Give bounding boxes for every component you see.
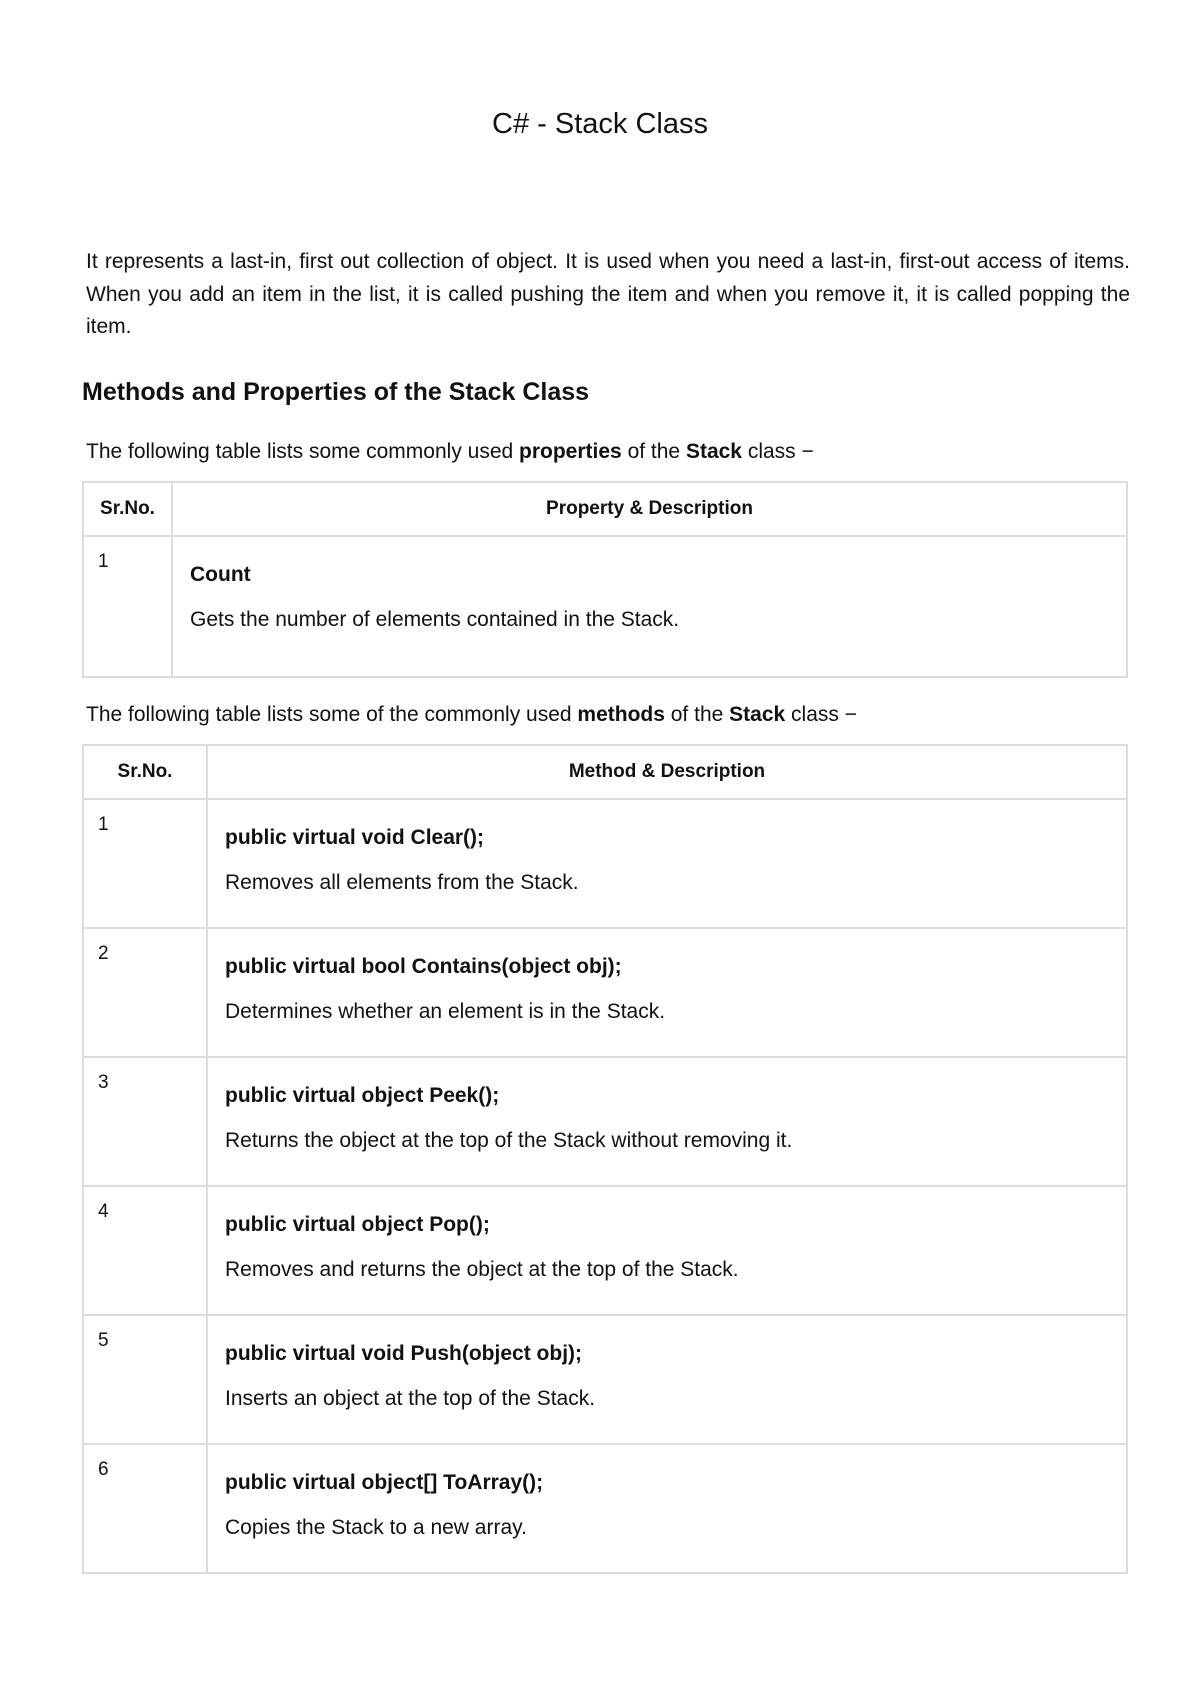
method-description: Copies the Stack to a new array. (225, 1516, 527, 1539)
table-row (83, 1444, 1127, 1573)
method-signature: public virtual object Peek(); (225, 1084, 500, 1107)
row-content (207, 1186, 1127, 1315)
table-header-row (83, 745, 1127, 799)
method-signature: public virtual bool Contains(object obj); (225, 955, 622, 978)
method-description: Inserts an object at the top of the Stack. (225, 1387, 596, 1410)
column-header-method-description: Method & Description (207, 745, 1127, 799)
intro-paragraph: It represents a last-in, first out collection of object. It is used when you need a last-in, first-out access of items. When you add an item in the list, it is called pushing the item and when you remove it, it is called popping the item. (86, 250, 1130, 338)
method-description: Removes and returns the object at the top of the Stack. (225, 1258, 739, 1281)
methods-table (82, 744, 1128, 1574)
table-row (83, 1057, 1127, 1186)
table-row (83, 928, 1127, 1057)
table-row (83, 1315, 1127, 1444)
method-signature: public virtual void Push(object obj); (225, 1342, 583, 1365)
property-name: Count (190, 563, 251, 586)
page-title: C# - Stack Class (492, 108, 708, 140)
table-header-row (83, 482, 1127, 536)
column-header-sr-no: Sr.No. (83, 745, 207, 799)
row-number: 5 (83, 1315, 207, 1444)
row-number: 3 (83, 1057, 207, 1186)
method-signature: public virtual object[] ToArray(); (225, 1471, 544, 1494)
row-content (207, 1315, 1127, 1444)
method-signature: public virtual object Pop(); (225, 1213, 490, 1236)
method-description: Determines whether an element is in the Stack. (225, 1000, 666, 1023)
row-number: 2 (83, 928, 207, 1057)
methods-lead-text: The following table lists some of the commonly used methods of the Stack class − (86, 703, 857, 726)
method-signature: public virtual void Clear(); (225, 826, 485, 849)
row-number: 6 (83, 1444, 207, 1573)
row-content (207, 799, 1127, 928)
row-content (207, 928, 1127, 1057)
row-number: 4 (83, 1186, 207, 1315)
row-number: 1 (83, 536, 172, 677)
column-header-property-description: Property & Description (172, 482, 1127, 536)
method-description: Returns the object at the top of the Stack without removing it. (225, 1129, 793, 1152)
properties-lead-text: The following table lists some commonly used properties of the Stack class − (86, 440, 814, 463)
row-content (172, 536, 1127, 677)
row-content (207, 1057, 1127, 1186)
row-content (207, 1444, 1127, 1573)
property-description: Gets the number of elements contained in the Stack. (190, 608, 680, 631)
table-row (83, 536, 1127, 677)
properties-table (82, 481, 1128, 678)
method-description: Removes all elements from the Stack. (225, 871, 579, 894)
section-heading: Methods and Properties of the Stack Class (82, 378, 590, 406)
table-row (83, 1186, 1127, 1315)
row-number: 1 (83, 799, 207, 928)
column-header-sr-no: Sr.No. (83, 482, 172, 536)
table-row (83, 799, 1127, 928)
